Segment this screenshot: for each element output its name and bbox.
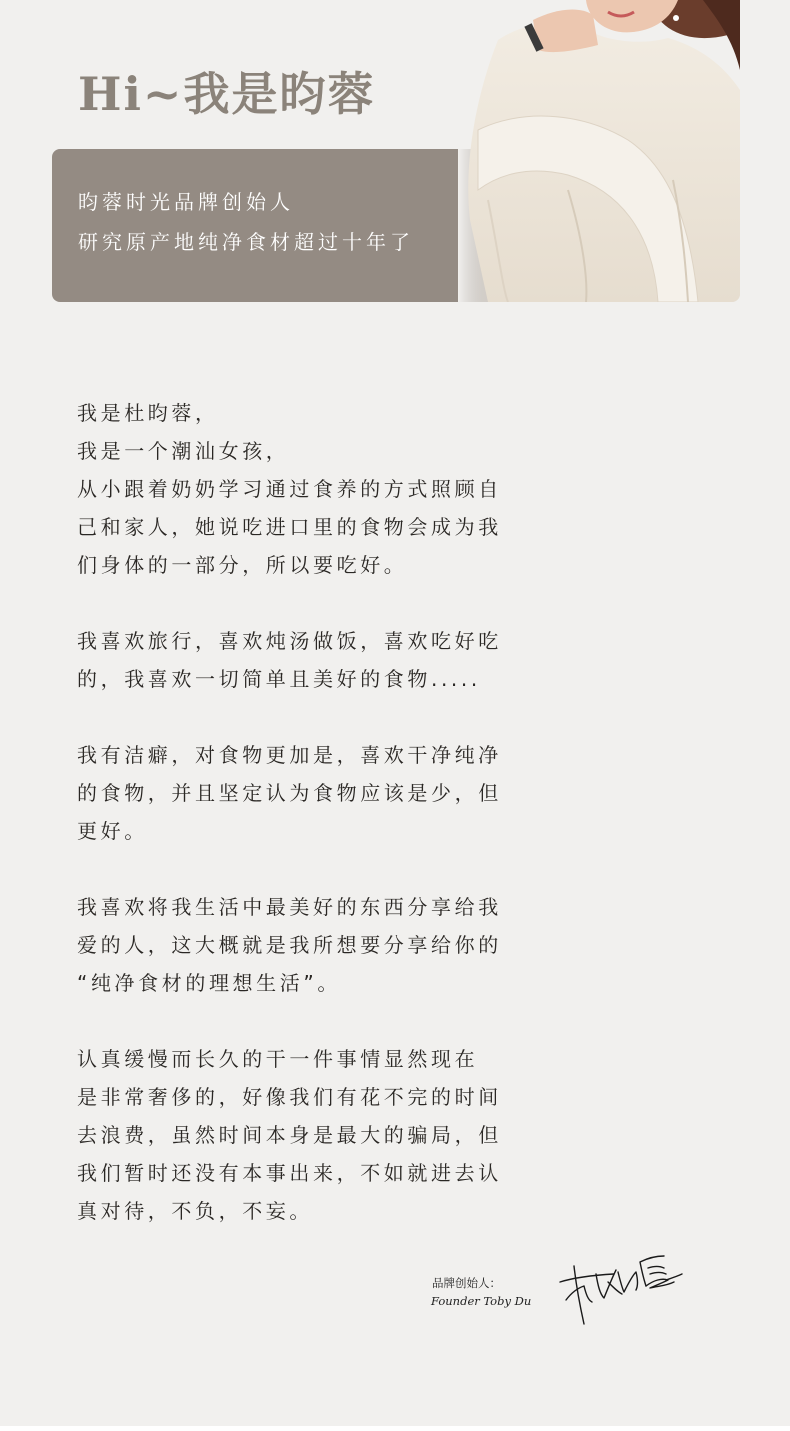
founder-photo-illustration bbox=[458, 0, 740, 302]
letter-line: 的食物，并且坚定认为食物应该是少，但 bbox=[77, 781, 502, 805]
page-title: Hi~我是昀蓉 bbox=[78, 67, 376, 121]
letter-line: 去浪费，虽然时间本身是最大的骗局，但 bbox=[77, 1123, 502, 1147]
letter-line: 真对待，不负，不妄。 bbox=[77, 1199, 313, 1223]
intro-experience: 研究原产地纯净食材超过十年了 bbox=[78, 230, 414, 254]
letter-line: 更好。 bbox=[77, 819, 148, 843]
letter-line: 从小跟着奶奶学习通过食养的方式照顾自 bbox=[77, 477, 502, 501]
intro-role: 昀蓉时光品牌创始人 bbox=[78, 190, 294, 214]
letter-paragraph-3 bbox=[77, 736, 547, 850]
letter-line: “纯净食材的理想生活”。 bbox=[77, 971, 341, 995]
letter-paragraph-5 bbox=[77, 1040, 547, 1230]
founder-photo bbox=[458, 0, 740, 302]
letter-paragraph-1 bbox=[77, 394, 547, 584]
founder-letter bbox=[77, 394, 547, 1230]
founder-label-en: Founder Toby Du bbox=[431, 1294, 532, 1308]
letter-line: 我喜欢将我生活中最美好的东西分享给我 bbox=[77, 895, 502, 919]
letter-paragraph-2 bbox=[77, 622, 547, 698]
letter-line: 爱的人，这大概就是我所想要分享给你的 bbox=[77, 933, 502, 957]
signature-image bbox=[556, 1244, 690, 1328]
letter-line: 的，我喜欢一切简单且美好的食物..... bbox=[77, 667, 481, 691]
letter-line: 我们暂时还没有本事出来，不如就进去认 bbox=[77, 1161, 502, 1185]
letter-line: 们身体的一部分，所以要吃好。 bbox=[77, 553, 408, 577]
letter-line: 我喜欢旅行，喜欢炖汤做饭，喜欢吃好吃 bbox=[77, 629, 502, 653]
letter-line: 己和家人，她说吃进口里的食物会成为我 bbox=[77, 515, 502, 539]
founder-label-cn: 品牌创始人： bbox=[432, 1276, 501, 1290]
letter-line: 我是一个潮汕女孩， bbox=[77, 439, 290, 463]
letter-line: 我是杜昀蓉， bbox=[77, 401, 219, 425]
letter-line: 认真缓慢而长久的干一件事情显然现在 bbox=[77, 1047, 479, 1071]
letter-line: 我有洁癖，对食物更加是，喜欢干净纯净 bbox=[77, 743, 502, 767]
letter-line: 是非常奢侈的，好像我们有花不完的时间 bbox=[77, 1085, 502, 1109]
letter-paragraph-4 bbox=[77, 888, 547, 1002]
